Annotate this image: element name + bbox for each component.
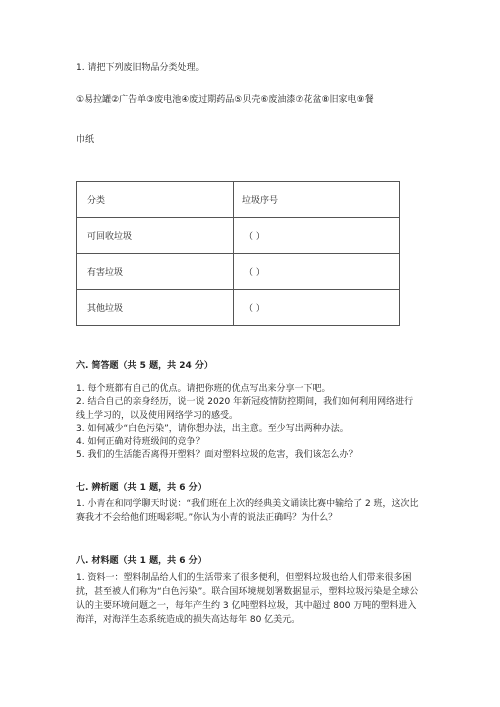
row-category: 其他垃圾 [77,290,234,326]
row-category: 可回收垃圾 [77,218,234,254]
section-7-title: 七. 辨析题（共 1 题，共 6 分） [76,483,207,493]
header-category: 分类 [77,182,234,218]
question-1-items-line1: ①易拉罐②广告单③废电池④废过期药品⑤贝壳⑥废油漆⑦花盆⑧旧家电⑨餐 [76,95,374,105]
question-item: 5. 我们的生活能否离得开塑料？面对塑料垃圾的危害，我们该怎么办？ [76,450,358,461]
row-category: 有害垃圾 [77,254,234,290]
question-1-prompt: 1. 请把下列废旧物品分类处理。 [76,63,205,73]
question-item: 3. 如何减少“白色污染”，请你想办法，出主意。至少写出两种办法。 [76,423,349,434]
answer-blank: （ ） [234,290,400,326]
section-6-title: 六. 简答题（共 5 题，共 24 分） [76,361,213,371]
question-item: 2. 结合自己的亲身经历，说一说 2020 年新冠疫情防控期间，我们如何利用网络进行线上学习的，以及使用网络学习的感受。 [76,397,414,421]
question-item: 1. 每个班都有自己的优点。请把你班的优点写出来分享一下吧。 [76,384,331,394]
question-1-items-line2: 巾纸 [76,135,95,145]
section-7-question: 1. 小青在和同学聊天时说：“我们班在上次的经典美文诵读比赛中输给了 2 班，这次比赛我才不会给他们班喝彩呢。”你认为小青的说法正确吗？为什么？ [76,499,419,523]
table-row [77,218,400,254]
section-8-title: 八. 材料题（共 1 题，共 6 分） [76,556,207,566]
table-row [77,254,400,290]
section-6-questions [76,383,416,463]
table-row [77,290,400,326]
table-header-row [77,182,400,218]
answer-blank: （ ） [234,254,400,290]
question-item: 4. 如何正确对待班级间的竞争？ [76,437,205,448]
answer-blank: （ ） [234,218,400,254]
sorting-table [76,181,400,326]
header-numbers: 垃圾序号 [234,182,400,218]
section-8-material: 1. 资料一：塑料制品给人们的生活带来了很多便利，但塑料垃圾也给人们带来很多困扰，甚至被人们称为“白色污染”。联合国环境规划署数据显示，塑料垃圾污染是全球公认的主要环境问题之一，每年产生约 3 亿吨塑料垃圾，其中超过 800 万吨的塑料进入海洋，对海洋生态系统造成的损失高达每年 80 亿美元。 [76,573,419,625]
